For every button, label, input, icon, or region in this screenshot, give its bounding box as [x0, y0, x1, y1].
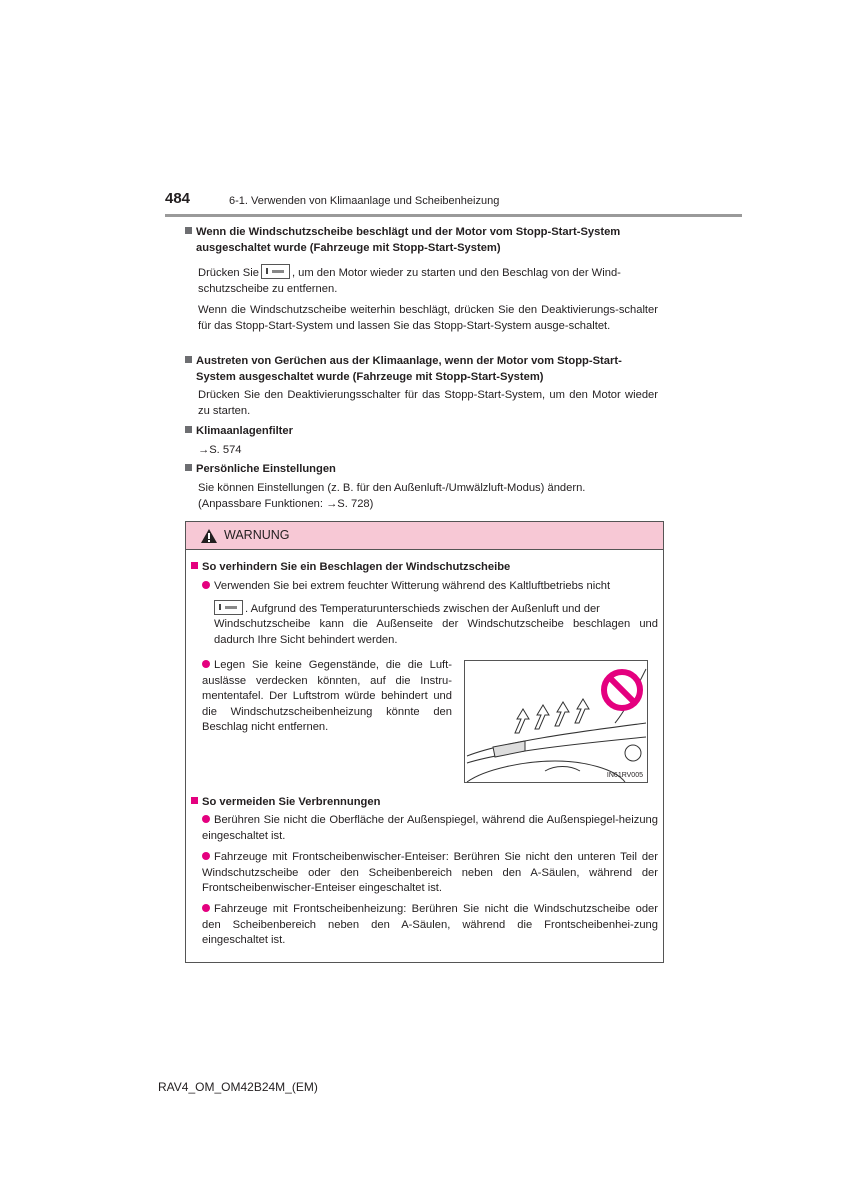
warning-header — [186, 522, 663, 550]
page-number: 484 — [165, 190, 191, 207]
figure-code: IN61RV005 — [606, 772, 643, 779]
round-bullet-icon — [202, 660, 210, 668]
section-title: 6-1. Verwenden von Klimaanlage und Scheibenheizung — [229, 195, 500, 207]
paragraph-personal: Sie können Einstellungen (z. B. für den Außenluft-/Umwälzluft-Modus) ändern. (Anpassbare Funktionen: →S. 728) — [198, 482, 586, 510]
defroster-button-icon — [261, 264, 290, 279]
warning-bullet-burn-1: Berühren Sie nicht die Oberfläche der Außenspiegel, während die Außenspiegel-heizung eingeschaltet ist. — [202, 814, 658, 842]
round-bullet-icon — [202, 815, 210, 823]
warning-heading-fog: So verhindern Sie ein Beschlagen der Windschutzscheibe — [191, 560, 510, 576]
square-bullet-icon — [185, 426, 192, 433]
section-heading-odor: Austreten von Gerüchen aus der Klimaanlage, wenn der Motor vom Stopp-Start- System ausgeschaltet wurde (Fahrzeuge mit Stopp-Start-System) — [185, 354, 665, 385]
round-bullet-icon — [202, 904, 210, 912]
warning-heading-burn: So vermeiden Sie Verbrennungen — [191, 795, 380, 811]
square-bullet-icon — [191, 797, 198, 804]
section-heading-defog: Wenn die Windschutzscheibe beschlägt und der Motor vom Stopp-Start-System ausgeschaltet wurde (Fahrzeuge mit Stopp-Start-System) — [185, 225, 665, 256]
dashboard-illustration — [465, 661, 647, 782]
square-bullet-icon — [185, 464, 192, 471]
warning-bullet-fog-1-rest: Windschutzscheibe kann die Außenseite der Windschutzscheibe beschlagen und dadurch Ihre Sicht behindert werden. — [214, 618, 658, 646]
warning-bullet-burn-3: Fahrzeuge mit Frontscheibenheizung: Berühren Sie nicht die Windschutzscheibe oder den Scheibenbereich neben den A-Säulen, während die Frontscheibenhei-zung eingeschaltet ist. — [202, 903, 658, 947]
warning-label: WARNUNG — [224, 528, 290, 542]
section-heading-filter: Klimaanlagenfilter — [185, 424, 293, 440]
header-rule — [165, 214, 742, 217]
warning-bullet-fog-1-cont: . Aufgrund des Temperaturunterschieds zwischen der Außenluft und der — [214, 600, 658, 618]
warning-bullet-burn-2: Fahrzeuge mit Frontscheibenwischer-Enteiser: Berühren Sie nicht den unteren Teil der Windschutzscheibe oder den Scheibenbereich neben den A-Säulen, während der Frontscheibenwischer-Enteiser eingeschaltet ist. — [202, 851, 658, 895]
paragraph-defog-2: Wenn die Windschutzscheibe weiterhin beschlägt, drücken Sie den Deaktivierungs-schalter für das Stopp-Start-System und lassen Sie das Stopp-Start-System ausge-schaltet. — [198, 304, 658, 332]
warning-bullet-fog-2: Legen Sie keine Gegenstände, die die Luft-auslässe verdecken könnten, auf die Instru-mententafel. Der Luftstrom würde behindert und die Windschutzscheibenheizung könnte den Beschlag nicht entfernen. — [202, 659, 452, 734]
round-bullet-icon — [202, 581, 210, 589]
square-bullet-icon — [185, 356, 192, 363]
paragraph-odor: Drücken Sie den Deaktivierungsschalter für das Stopp-Start-System, um den Motor wieder zu starten. — [198, 389, 658, 417]
dashboard-vent-figure — [464, 660, 648, 783]
warning-bullet-fog-1: Verwenden Sie bei extrem feuchter Witterung während des Kaltluftbetriebs nicht — [202, 579, 658, 595]
warning-triangle-icon — [200, 528, 218, 544]
section-heading-personal: Persönliche Einstellungen — [185, 462, 336, 478]
reference-filter: →S. 574 — [198, 444, 242, 456]
paragraph-defog-1: Drücken Sie , um den Motor wieder zu starten und den Beschlag von der Wind- schutzscheibe zu entfernen. — [198, 264, 658, 297]
square-bullet-icon — [185, 227, 192, 234]
round-bullet-icon — [202, 852, 210, 860]
square-bullet-icon — [191, 562, 198, 569]
defroster-button-icon — [214, 600, 243, 615]
document-code: RAV4_OM_OM42B24M_(EM) — [158, 1080, 318, 1094]
